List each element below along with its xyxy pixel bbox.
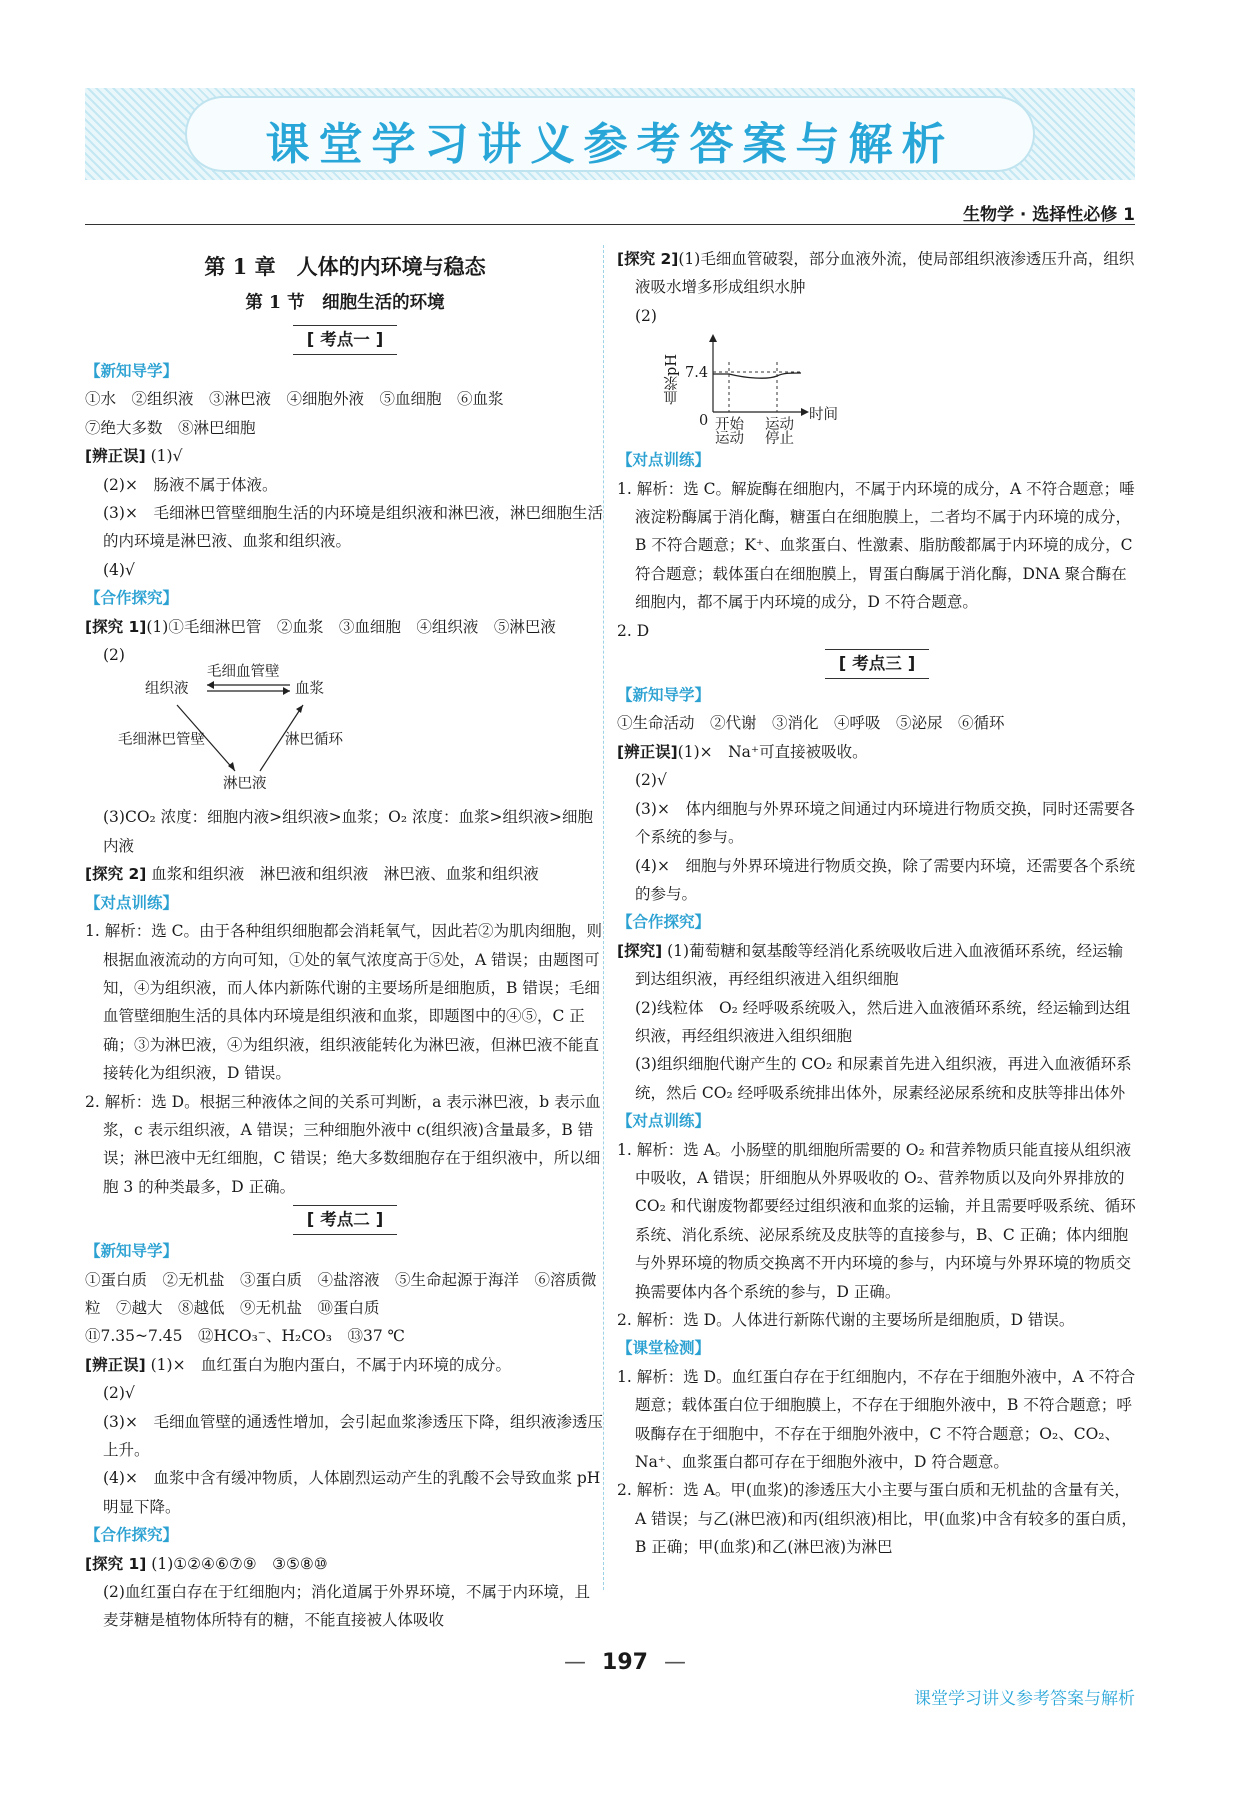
diagram-node-lymph: 淋巴液 xyxy=(223,776,267,793)
banner-title: 课堂学习讲义参考答案与解析 xyxy=(265,119,955,170)
kaodian-heading: [ 考点二 ] xyxy=(85,1205,605,1235)
inquiry-line: [探究 1] (1)①②④⑥⑦⑨ ③⑤⑧⑩ xyxy=(85,1554,328,1573)
diagram-node-plasma: 血浆 xyxy=(295,681,324,698)
tag-targeted-practice: 【对点训练】 xyxy=(617,1112,711,1131)
diagram-edge-lymph-capillary-wall: 毛细淋巴管壁 xyxy=(118,732,205,749)
judge-line: (2)√ xyxy=(635,771,667,790)
banner-plate xyxy=(185,96,1035,172)
ph-graph-stop-label: 停止 xyxy=(765,431,794,448)
tag-targeted-practice: 【对点训练】 xyxy=(617,451,711,470)
judge-line: [辨正误] (1)√ xyxy=(85,447,183,466)
ph-graph-ylabel: 血浆pH xyxy=(664,354,680,406)
ph-graph-start-label: 开始 xyxy=(715,417,744,434)
ph-graph-start-label: 运动 xyxy=(715,431,744,448)
inquiry-line: (2) xyxy=(103,646,125,665)
inquiry-line: [探究 2](1)毛细血管破裂，部分血液外流，使局部组织液渗透压升高，组织液吸水增多形成组织水肿 xyxy=(617,250,1135,297)
practice-answer: 1. 解析：选 C。解旋酶在细胞内，不属于内环境的成分，A 不符合题意；唾液淀粉酶属于消化酶，糖蛋白在细胞膜上，二者均不属于内环境的成分，B 不符合题意；K⁺、血浆蛋白、性激素、脂肪酸都属于内环境的成分，C 符合题意；载体蛋白在细胞膜上，胃蛋白酶属于消化酶，DNA 聚合酶在细胞内，都不属于内环境的成分，D 不符合题意。 xyxy=(617,479,1135,612)
judge-line: [辨正误](1)× Na⁺可直接被吸收。 xyxy=(617,742,868,761)
chapter-title: 第 1 章 人体的内环境与稳态 xyxy=(204,254,486,279)
check-answer: 2. 解析：选 A。甲(血浆)的渗透压大小主要与蛋白质和无机盐的含量有关，A 错误；与乙(淋巴液)和丙(组织液)相比，甲(血浆)中含有较多的蛋白质，B 正确；甲(血浆)和乙(淋巴液)为淋巴 xyxy=(617,1481,1137,1557)
tag-cooperative-inquiry: 【合作探究】 xyxy=(617,913,711,932)
inquiry-line: (2) xyxy=(635,306,657,325)
tag-cooperative-inquiry: 【合作探究】 xyxy=(85,589,179,608)
ph-graph-origin: 0 xyxy=(699,413,709,430)
practice-answer: 2. 解析：选 D。根据三种液体之间的关系可判断，a 表示淋巴液，b 表示血浆，c 表示组织液，A 错误；三种细胞外液中 c(组织液)含量最多，B 错误；淋巴液中无红细胞，C 错误；绝大多数细胞存在于组织液中，所以细胞 3 的种类最多，D 正确。 xyxy=(85,1092,601,1196)
practice-answer: 1. 解析：选 A。小肠壁的肌细胞所需要的 O₂ 和营养物质只能直接从组织液中吸收，A 错误；肝细胞从外界吸收的 O₂、营养物质以及向外界排放的 CO₂ 和代谢废物都要经过组织液和血浆的运输，并且需要呼吸系统、循环系统、消化系统、泌尿系统及皮肤等的直接参与，B、C 正确；体内细胞与外界环境的物质交换离不开内环境的参与，内环境与外界环境的物质交换需要体内各个系统的参与，D 正确。 xyxy=(617,1140,1136,1301)
subject-label: 生物学 · 选择性必修 1 xyxy=(962,205,1135,225)
judge-line: (3)× 体内细胞与外界环境之间通过内环境进行物质交换，同时还需要各个系统的参与。 xyxy=(635,799,1135,847)
ph-graph-xlabel: 时间 xyxy=(809,407,838,424)
kaodian-heading: [ 考点一 ] xyxy=(85,325,605,355)
inquiry-line: [探究 1](1)①毛细淋巴管 ②血浆 ③血细胞 ④组织液 ⑤淋巴液 xyxy=(85,617,556,636)
diagram-node-tissue-fluid: 组织液 xyxy=(145,681,189,698)
inquiry-line: (3)组织细胞代谢产生的 CO₂ 和尿素首先进入组织液，再进入血液循环系统，然后 CO₂ 经呼吸系统排出体外，尿素经泌尿系统和皮肤等排出体外 xyxy=(635,1055,1132,1102)
fluid-relationship-diagram xyxy=(85,664,605,801)
tag-new-knowledge: 【新知导学】 xyxy=(85,1242,179,1261)
blood-ph-graph xyxy=(617,332,1137,448)
footer-title: 课堂学习讲义参考答案与解析 xyxy=(914,1689,1135,1709)
page-number: — 197 — xyxy=(564,1650,686,1675)
answer-line: ①蛋白质 ②无机盐 ③蛋白质 ④盐溶液 ⑤生命起源于海洋 ⑥溶质微粒 ⑦越大 ⑧越低 ⑨无机盐 ⑩蛋白质 xyxy=(85,1270,597,1317)
right-column xyxy=(617,245,1137,1562)
inquiry-line: [探究 2] 血浆和组织液 淋巴液和组织液 淋巴液、血浆和组织液 xyxy=(85,865,539,884)
diagram-edge-capillary-wall: 毛细血管壁 xyxy=(207,664,280,681)
inquiry-line: (2)线粒体 O₂ 经呼吸系统吸入，然后进入血液循环系统，经运输到达组织液，再经组织液进入组织细胞 xyxy=(635,998,1131,1045)
answer-line: ①生命活动 ②代谢 ③消化 ④呼吸 ⑤泌尿 ⑥循环 xyxy=(617,714,1005,733)
left-column xyxy=(85,245,605,1635)
practice-answer: 2. 解析：选 D。人体进行新陈代谢的主要场所是细胞质，D 错误。 xyxy=(617,1311,1075,1329)
judge-line: (2)× 肠液不属于体液。 xyxy=(103,475,278,494)
kaodian-heading: [ 考点三 ] xyxy=(617,649,1137,679)
tag-cooperative-inquiry: 【合作探究】 xyxy=(85,1526,179,1545)
ph-graph-stop-label: 运动 xyxy=(765,417,794,434)
judge-line: (3)× 毛细淋巴管壁细胞生活的内环境是组织液和淋巴液，淋巴细胞生活的内环境是淋巴液、血浆和组织液。 xyxy=(103,504,603,551)
tag-new-knowledge: 【新知导学】 xyxy=(617,686,711,705)
check-answer: 1. 解析：选 D。血红蛋白存在于红细胞内，不存在于细胞外液中，A 不符合题意；载体蛋白位于细胞膜上，不存在于细胞外液中，B 不符合题意；呼吸酶存在于细胞中，不存在于细胞外液中，C 不符合题意；O₂、CO₂、Na⁺、血浆蛋白都可存在于细胞外液中，D 符合题意。 xyxy=(617,1367,1136,1472)
header-rule xyxy=(85,224,1135,225)
judge-line: (4)× 细胞与外界环境进行物质交换，除了需要内环境，还需要各个系统的参与。 xyxy=(635,856,1135,903)
judge-line: [辨正误] (1)× 血红蛋白为胞内蛋白，不属于内环境的成分。 xyxy=(85,1355,512,1374)
judge-line: (2)√ xyxy=(103,1384,135,1403)
judge-line: (3)× 毛细血管壁的通透性增加，会引起血浆渗透压下降，组织液渗透压上升。 xyxy=(103,1412,603,1459)
practice-answer: 2. D xyxy=(617,621,650,640)
tag-new-knowledge: 【新知导学】 xyxy=(85,362,179,380)
inquiry-line: [探究] (1)葡萄糖和氨基酸等经消化系统吸收后进入血液循环系统，经运输到达组织液，再经组织液进入组织细胞 xyxy=(617,941,1124,989)
diagram-edge-lymph-circulation: 淋巴循环 xyxy=(285,732,343,749)
answer-line: ⑦绝大多数 ⑧淋巴细胞 xyxy=(85,418,256,437)
inquiry-line: (2)血红蛋白存在于红细胞内；消化道属于外界环境，不属于内环境，且麦芽糖是植物体所特有的糖，不能直接被人体吸收 xyxy=(103,1583,590,1630)
tag-targeted-practice: 【对点训练】 xyxy=(85,893,179,912)
judge-line: (4)√ xyxy=(103,560,135,579)
answer-line: ⑪7.35~7.45 ⑫HCO₃⁻、H₂CO₃ ⑬37 ℃ xyxy=(85,1327,405,1346)
practice-answer: 1. 解析：选 C。由于各种组织细胞都会消耗氧气，因此若②为肌肉细胞，则根据血液流动的方向可知，①处的氧气浓度高于⑤处，A 错误；由题图可知，④为组织液，而人体内新陈代谢的主要场所是细胞质，B 错误；毛细血管壁细胞生活的具体内环境是组织液和血浆，即题图中的④⑤，C 正确；③为淋巴液，④为组织液，组织液能转化为淋巴液，但淋巴液不能直接转化为组织液，D 错误。 xyxy=(85,922,603,1083)
judge-line: (4)× 血浆中含有缓冲物质，人体剧烈运动产生的乳酸不会导致血浆 pH 明显下降。 xyxy=(103,1469,601,1516)
tag-class-check: 【课堂检测】 xyxy=(617,1339,711,1358)
inquiry-line: (3)CO₂ 浓度：细胞内液>组织液>血浆；O₂ 浓度：血浆>组织液>细胞内液 xyxy=(103,808,593,855)
ph-graph-ytick: 7.4 xyxy=(685,365,709,382)
header-banner xyxy=(85,88,1135,180)
section-title: 第 1 节 细胞生活的环境 xyxy=(245,293,445,313)
answer-line: ①水 ②组织液 ③淋巴液 ④细胞外液 ⑤血细胞 ⑥血浆 xyxy=(85,390,504,409)
